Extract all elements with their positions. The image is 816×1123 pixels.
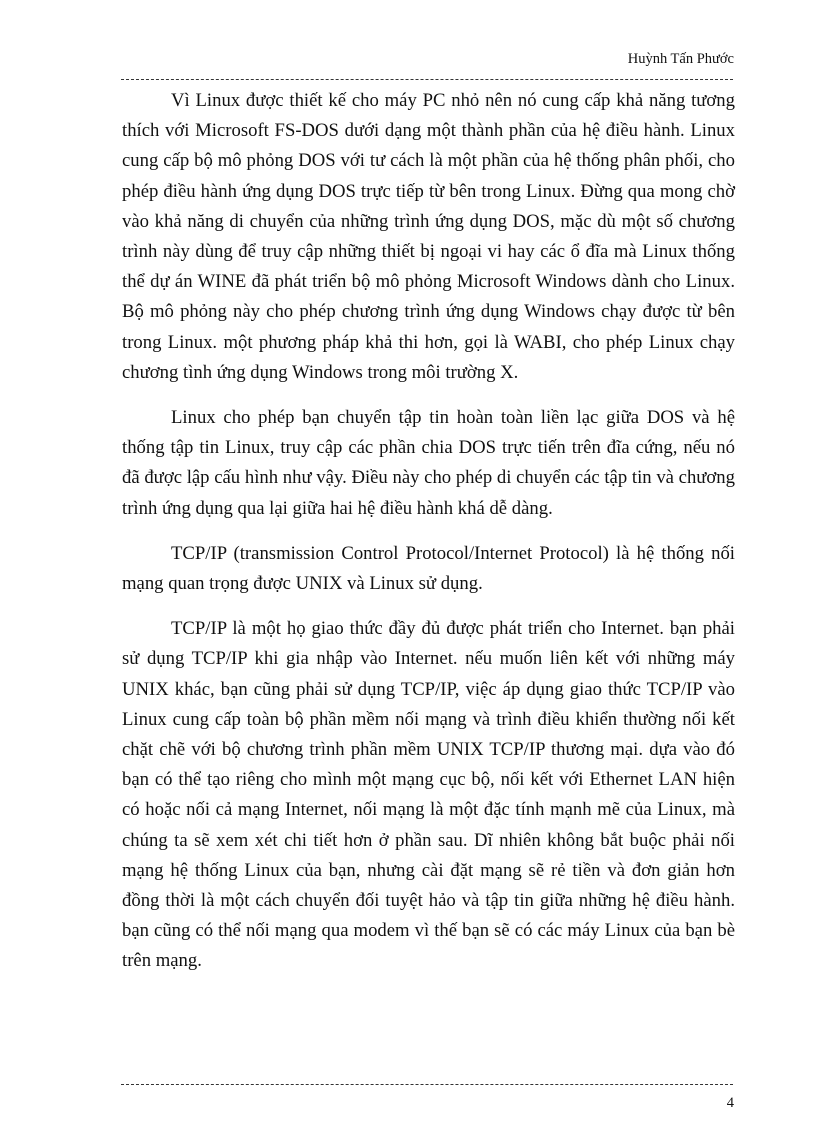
footer-divider	[121, 1084, 733, 1085]
header-divider	[121, 79, 733, 80]
paragraph-file-transfer: Linux cho phép bạn chuyển tập tin hoàn toàn liền lạc giữa DOS và hệ thống tập tin Linux, truy cập các phần chia DOS trực tiến trên đĩa cứng, nếu nó đã được lập cấu hình như vậy. Điều này cho phép di chuyển các tập tin và chương trình ứng dụng qua lại giữa hai hệ điều hành khá dễ dàng.	[122, 407, 735, 519]
paragraph-tcpip-intro: TCP/IP (transmission Control Protocol/Internet Protocol) là hệ thống nối mạng quan trọng được UNIX và Linux sử dụng.	[122, 542, 735, 595]
header-author: Huỳnh Tấn Phước	[627, 51, 734, 67]
paragraph-dos-emulation: Vì Linux được thiết kế cho máy PC nhỏ nên nó cung cấp khả năng tương thích với Microsoft FS-DOS dưới dạng một thành phần của hệ điều hành. Linux cung cấp bộ mô phỏng DOS với tư cách là một phần của hệ thống phân phối, cho phép điều hành ứng dụng DOS trực tiếp từ bên trong Linux. Đừng qua mong chờ vào khả năng di chuyển của những trình ứng dụng DOS, mặc dù một số chương trình này dùng để truy cập những thiết bị ngoại vi hay các ổ đĩa mà Linux thống thể dự án WINE đã phát triển bộ mô phỏng Microsoft Windows dành cho Linux. Bộ mô phỏng này cho phép chương trình ứng dụng Windows chạy được từ bên trong Linux. một phương pháp khả thi hơn, gọi là WABI, cho phép Linux chạy chương tình ứng dụng Windows trong môi trường X.	[122, 90, 735, 383]
paragraph-tcpip-details: TCP/IP là một họ giao thức đầy đủ được phát triển cho Internet. bạn phải sử dụng TCP/IP khi gia nhập vào Internet. nếu muốn liên kết với những máy UNIX khác, bạn cũng phải sử dụng TCP/IP, việc áp dụng giao thức TCP/IP vào Linux cung cấp toàn bộ phần mềm nối mạng và trình điều khiển thường nối kết chặt chẽ với bộ chương trình phần mềm UNIX TCP/IP thương mại. dựa vào đó bạn có thể tạo riêng cho mình một mạng cục bộ, nối kết với Ethernet LAN hiện có hoặc nối cả mạng Internet, nối mạng là một đặc tính mạnh mẽ của Linux, mà chúng ta sẽ xem xét chi tiết hơn ở phần sau. Dĩ nhiên không bắt buộc phải nối mạng hệ thống Linux của bạn, nhưng cài đặt mạng sẽ rẻ tiền và đơn giản hơn đồng thời là một cách chuyển đối tuyệt hảo và tập tin giữa những hệ điều hành. bạn cũng có thể nối mạng qua modem vì thế bạn sẽ có các máy Linux của bạn bè trên mạng.	[122, 618, 735, 972]
page-number: 4	[726, 1095, 734, 1111]
page-body	[122, 86, 735, 977]
